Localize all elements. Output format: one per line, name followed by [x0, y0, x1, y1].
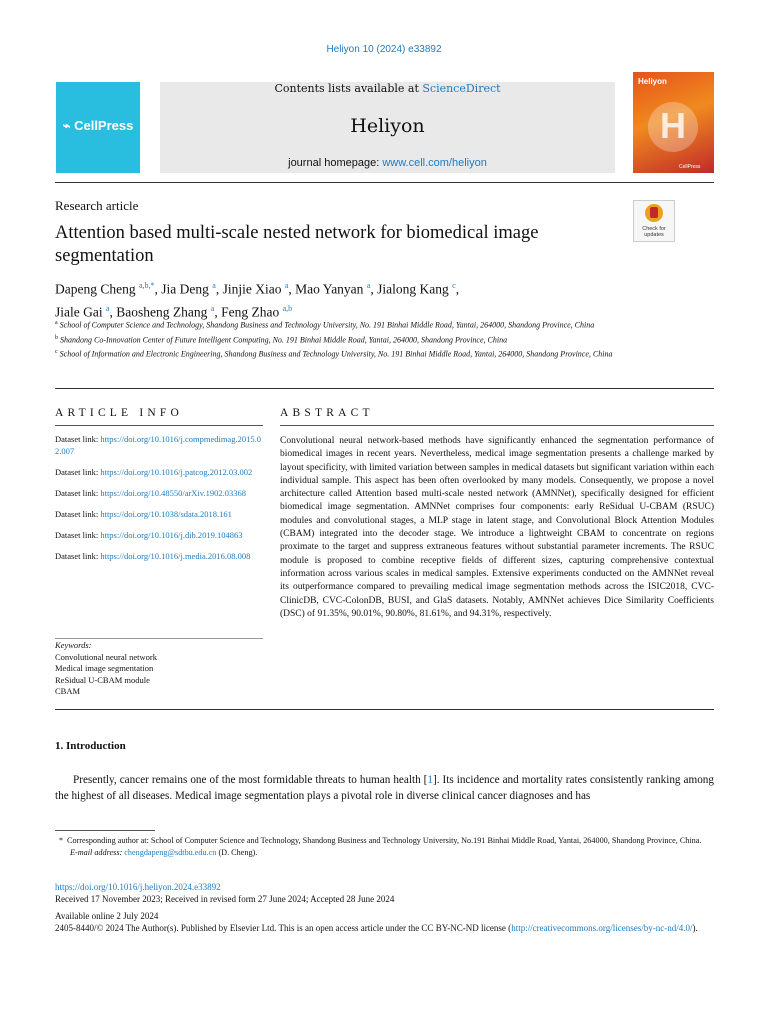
check-for-updates-button[interactable] [633, 200, 675, 242]
divider [280, 425, 714, 426]
author-affiliation-marker[interactable]: a,b [282, 303, 293, 313]
abstract-text: Convolutional neural network-based methods have significantly enhanced the segmentation performance of biomedical images in recent years. Nevertheless, medical image segmentation presents a challenge marked by layout specificity, with limited variation between samples in medical datasets but significant variation within each individual sample. This aspect has been often overlooked by many models. Consequently, we propose a novel architecture called Attention based multi-scale nested network (AMNNet), specifically designed for efficient biomedical image segmentation. AMNNet comprises four components: early ReSidual U-CBAM (RSUC) modules and convolutional stages, a MLP stage in latent stage, and Convolutional Block Attention Modules (CBAM) integrated into the decoder stage. We introduce a lightweight CBAM to concentrate on regions proximate to the target and suppress extraneous features without substantial parameter increments. The RSUC module is proposed to combine receptive fields of different sizes, capturing comprehensive contextual information across various scales in medical samples. Extensive experiments conducted on the AMNNet reveal its outperformance compared to prevailing medical image segmentation methods across the ISIC2018, CVC-ClinicDB, CVC-ColonDB, BUSI, and GlaS datasets. Notably, AMNNet achieves Dice Similarity Coefficients (DSC) of 91.35%, 90.01%, 90.80%, 81.61%, and 94.31%, respectively. [280, 436, 714, 619]
author-affiliation-marker[interactable]: a [284, 281, 289, 290]
dataset-links [55, 434, 265, 573]
dataset-entry [55, 488, 265, 500]
check-for-updates-label: Check for updates [642, 226, 666, 238]
author-name[interactable]: Jia Deng [161, 281, 209, 297]
divider [55, 388, 714, 389]
dataset-link[interactable]: https://doi.org/10.1016/j.patcog.2012.03.002 [100, 466, 253, 477]
journal-homepage-link[interactable]: www.cell.com/heliyon [382, 157, 487, 169]
affiliation [55, 318, 635, 331]
cover-title: Heliyon [638, 77, 667, 86]
publication-dates: Received 17 November 2023; Received in revised form 27 June 2024; Accepted 28 June 2024 [55, 893, 395, 904]
dataset-entry [55, 509, 265, 521]
contents-line [160, 82, 615, 95]
author-list [55, 276, 655, 321]
author-affiliation-marker[interactable]: a [212, 281, 216, 290]
dataset-link[interactable]: https://doi.org/10.1016/j.dib.2019.104863 [100, 530, 243, 541]
dataset-link[interactable]: https://doi.org/10.1016/j.media.2016.08.008 [100, 551, 251, 562]
author-name[interactable]: Jialong Kang [377, 281, 449, 297]
dataset-label: Dataset link: [55, 487, 101, 498]
available-online: Available online 2 July 2024 [55, 911, 159, 921]
section-heading-introduction: 1. Introduction [55, 740, 126, 752]
keywords [55, 640, 265, 698]
affiliation-marker: b [55, 334, 58, 341]
corresponding-author-note [55, 835, 714, 847]
author-separator: , [288, 281, 296, 297]
keyword-list [55, 652, 265, 698]
journal-reference[interactable]: Heliyon 10 (2024) e33892 [326, 44, 442, 55]
affiliation-text: School of Computer Science and Technology, Shandong Business and Technology University, No. 191 Binhai Middle Road, Yantai, 264000, Shandong Province, China [59, 320, 595, 330]
cellpress-logo-box[interactable] [56, 82, 140, 173]
email-link[interactable]: chengdapeng@sdtbu.edu.cn [124, 847, 217, 857]
dataset-entry [55, 434, 265, 457]
publication-info [55, 882, 714, 934]
license-text [55, 923, 714, 935]
affiliation-marker: a [55, 320, 58, 326]
affiliation-marker: c [55, 349, 58, 356]
author-separator: , [370, 281, 378, 297]
email-line [55, 847, 714, 859]
intro-text-start: Presently, cancer remains one of the most formidable threats to human health [ [73, 774, 428, 786]
dataset-label: Dataset link: [55, 509, 101, 520]
keyword: Convolutional neural network [55, 651, 157, 662]
dataset-link[interactable]: https://doi.org/10.48550/arXiv.1902.03368 [100, 487, 247, 498]
affiliation [55, 333, 635, 346]
author-separator: , [214, 304, 222, 319]
license-suffix: ). [692, 922, 698, 933]
author-separator: , [215, 281, 223, 297]
divider [55, 425, 263, 426]
footnote-text: Corresponding author at: School of Computer Science and Technology, Shandong Business and Technology University, No.191 Binhai Middle Road, Yantai, 264000, Shandong Province, China. [67, 836, 702, 845]
email-suffix: (D. Cheng). [216, 847, 258, 857]
keywords-heading: Keywords: [55, 640, 92, 650]
affiliation-text: School of Information and Electronic Engineering, Shandong Business and Technology University, No. 191 Binhai Middle Road, Yantai, 264000, Shandong Province, China [59, 349, 613, 359]
journal-name: Heliyon [350, 115, 425, 137]
dataset-link[interactable]: https://doi.org/10.1038/sdata.2018.161 [100, 509, 232, 520]
author-affiliation-marker[interactable]: a [105, 303, 110, 313]
email-label: E-mail address: [70, 847, 125, 857]
article-title: Attention based multi-scale nested network for biomedical image segmentation [55, 223, 539, 266]
footnotes [55, 835, 714, 858]
author-affiliation-marker[interactable]: a,b,* [138, 281, 155, 290]
article-info-heading: ARTICLE INFO [55, 407, 183, 419]
author-separator: , [154, 281, 162, 297]
affiliation [55, 347, 635, 360]
citation-link[interactable]: 1 [427, 774, 433, 786]
dataset-label: Dataset link: [55, 466, 101, 477]
footnote-divider [55, 830, 155, 831]
keyword: ReSidual U-CBAM module [55, 674, 150, 685]
author-name[interactable]: Jinjie Xiao [222, 281, 282, 297]
author-name[interactable]: Mao Yanyan [295, 281, 364, 297]
author-affiliation-marker[interactable]: a [210, 303, 215, 313]
doi-link[interactable]: https://doi.org/10.1016/j.heliyon.2024.e33892 [55, 882, 221, 892]
intro-text-end: ]. Its incidence and mortality rates consistently ranking among the highest of all diseases. Medical image segmentation plays a pivotal role in diverse clinical cancer diagnoses and has [55, 774, 714, 802]
license-link[interactable]: http://creativecommons.org/licenses/by-nc-nd/4.0/ [511, 922, 693, 933]
cover-footer: CellPress [679, 164, 701, 170]
divider [55, 638, 263, 639]
sciencedirect-link[interactable]: ScienceDirect [422, 82, 501, 95]
divider [55, 182, 714, 183]
affiliation-text: Shandong Co-Innovation Center of Future Intelligent Computing, No. 191 Binhai Middle Road, Yantai, 264000, Shandong Province, China [60, 335, 508, 345]
divider [55, 709, 714, 710]
author-affiliation-marker[interactable]: c [452, 281, 456, 290]
author-separator: , [455, 281, 460, 297]
contents-prefix: Contents lists available at [274, 82, 423, 95]
homepage-line [160, 157, 615, 169]
cellpress-logo-text: CellPress [74, 118, 134, 133]
bookmark-icon [645, 204, 663, 222]
dataset-entry [55, 551, 265, 563]
keyword: CBAM [55, 686, 81, 696]
author-name[interactable]: Jiale Gai [55, 304, 103, 319]
footnote-mark: * [58, 836, 64, 845]
article-type: Research article [55, 198, 139, 213]
dataset-label: Dataset link: [55, 530, 101, 541]
homepage-prefix: journal homepage: [288, 157, 383, 169]
author-name[interactable]: Baosheng Zhang [116, 304, 208, 319]
author-affiliation-marker[interactable]: a [366, 281, 371, 290]
dataset-entry [55, 530, 265, 542]
cellpress-icon: ⌁ [62, 118, 71, 133]
author-separator: , [109, 304, 117, 319]
dataset-link[interactable]: https://doi.org/10.1016/j.compmedimag.2015.02.007 [55, 434, 261, 456]
author-name[interactable]: Dapeng Cheng [55, 281, 136, 297]
dataset-label: Dataset link: [55, 434, 101, 444]
dataset-entry [55, 467, 265, 479]
license-prefix: 2405-8440/© 2024 The Author(s). Published by Elsevier Ltd. This is an open access article under the CC BY-NC-ND license ( [55, 922, 512, 933]
journal-cover[interactable] [633, 72, 714, 173]
author-name[interactable]: Feng Zhao [221, 304, 280, 319]
cover-letter: H [660, 105, 686, 146]
introduction-paragraph [55, 772, 714, 804]
keyword: Medical image segmentation [55, 663, 154, 673]
journal-header [160, 82, 615, 173]
abstract-heading: ABSTRACT [280, 407, 374, 419]
dataset-label: Dataset link: [55, 551, 101, 562]
cellpress-logo [56, 118, 140, 134]
affiliations [55, 318, 635, 362]
